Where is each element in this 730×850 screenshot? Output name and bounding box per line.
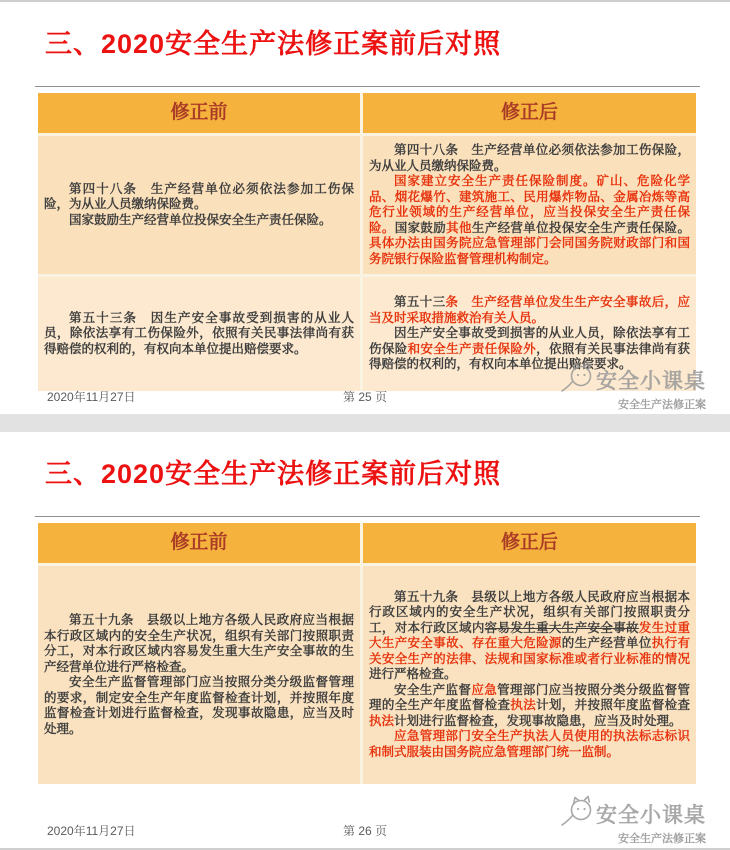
comparison-table (38, 523, 696, 784)
table-row (38, 563, 696, 784)
table-row (38, 133, 696, 274)
watermark (560, 361, 706, 412)
title-underline (35, 516, 700, 517)
cell-before-article-48 (38, 136, 363, 274)
watermark-brand: 安全小课桌 (596, 803, 706, 827)
title-underline (35, 86, 700, 87)
slide-page-25 (0, 2, 730, 414)
footer-page-number: 第 25 页 (342, 390, 388, 404)
watermark (560, 795, 706, 846)
header-cell-after: 修正后 (500, 102, 558, 123)
cell-before-article-59 (38, 566, 363, 784)
cell-before-article-53 (38, 277, 363, 391)
header-cell-before: 修正前 (38, 93, 363, 133)
footer-date: 2020年11月27日 (47, 824, 136, 838)
header-cell-before: 修正前 (38, 523, 363, 563)
slide-divider (0, 414, 730, 432)
cat-doodle-logo-icon (560, 795, 594, 832)
paragraph: 国家鼓励生产经营单位投保安全生产责任保险。 (69, 212, 332, 227)
cat-doodle-logo-icon (560, 361, 594, 398)
table-header-row (38, 523, 696, 563)
cell-after-article-59 (363, 566, 696, 784)
slide-page-26 (0, 432, 730, 848)
slide-title: 三、2020安全生产法修正案前后对照 (45, 459, 502, 489)
paragraph: 安全生产监督管理部门应当按照分类分级监督管理的要求，制定安全生产年度监督检查计划，并按照年度监督检查计划进行监督检查，发现事故隐患，应当及时处理。 (44, 675, 354, 736)
cell-after-article-48 (363, 136, 696, 274)
paragraph: 应急管理部门安全生产执法人员使用的执法标志标识和制式服装由国务院应急管理部门统一监制。 (369, 729, 690, 759)
paragraph: 国家建立安全生产责任保险制度。矿山、危险化学品、烟花爆竹、建筑施工、民用爆炸物品、金属冶炼等高危行业领域的生产经营单位，应当投保安全生产责任保险。国家鼓励其他生产经营单位投保安全生产责任保险。具体办法由国务院应急管理部门会同国务院财政部门和国务院银行保险监督管理机构制定。 (369, 174, 690, 266)
header-cell-after: 修正后 (500, 532, 558, 553)
paragraph: 第四十八条 生产经营单位必须依法参加工伤保险，为从业人员缴纳保险费。 (44, 181, 354, 212)
watermark-subtitle: 安全生产法修正案 (618, 399, 706, 411)
table-header-row (38, 93, 696, 133)
paragraph: 第五十三条 因生产安全事故受到损害的从业人员，除依法享有工伤保险外，依照有关民事法律尚有获得赔偿的权利的，有权向本单位提出赔偿要求。 (44, 310, 354, 356)
paragraph: 因生产安全事故受到损害的从业人员，除依法享有工伤保险和安全生产责任保险外，依照有关民事法律尚有获得赔偿的权利的，有权向本单位提出赔偿要求。 (369, 326, 690, 372)
slide-title: 三、2020安全生产法修正案前后对照 (45, 29, 502, 59)
paragraph: 第五十九条 县级以上地方各级人民政府应当根据本行政区域内的安全生产状况，组织有关部门按照职责分工，对本行政区域内容易发生重大生产安全事故的生产经营单位进行严格检查。 (44, 613, 354, 674)
paragraph: 第五十九条 县级以上地方各级人民政府应当根据本行政区域内的安全生产状况，组织有关部门按照职责分工，对本行政区域内容易发生重大生产安全事故发生过重大生产安全事故、存在重大危险源的生产经营单位执行有关安全生产的法律、法规和国家标准或者行业标准的情况进行严格检查。 (369, 589, 690, 682)
footer-date: 2020年11月27日 (47, 390, 136, 404)
paragraph: 第五十三条 生产经营单位发生生产安全事故后，应当及时采取措施救治有关人员。 (369, 295, 690, 325)
paragraph: 安全生产监督应急管理部门应当按照分类分级监督管理的全生产年度监督检查执法计划，并按照年度监督检查执法计划进行监督检查，发现事故隐患，应当及时处理。 (369, 682, 690, 728)
footer-page-number: 第 26 页 (342, 824, 388, 838)
comparison-table (38, 93, 696, 391)
watermark-subtitle: 安全生产法修正案 (618, 833, 706, 845)
watermark-brand: 安全小课桌 (596, 369, 706, 393)
paragraph: 第四十八条 生产经营单位必须依法参加工伤保险，为从业人员缴纳保险费。 (369, 143, 690, 173)
